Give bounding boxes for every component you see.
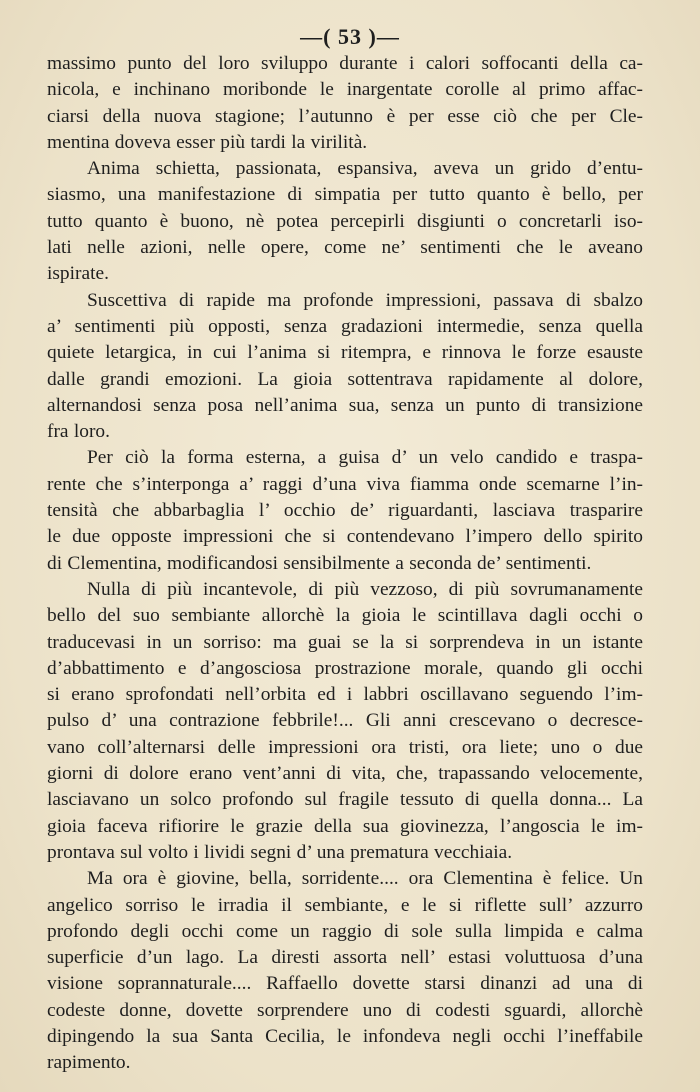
text-line: Ma ora è giovine, bella, sorridente.... ora Clementina è felice. Un bbox=[87, 868, 643, 890]
text-line: rapimento. bbox=[47, 1052, 131, 1074]
text-line: Per ciò la forma esterna, a guisa d’ un velo candido e traspa- bbox=[87, 447, 643, 469]
text-line: di Clementina, modificandosi sensibilmente a seconda de’ sentimenti. bbox=[47, 552, 592, 574]
text-line: ciarsi della nuova stagione; l’autunno è per esse ciò che per Cle- bbox=[47, 105, 643, 127]
text-line: bello del suo sembiante allorchè la gioia le scintillava dagli occhi o bbox=[47, 605, 643, 627]
text-line: fra loro. bbox=[47, 421, 110, 443]
body-text bbox=[47, 51, 643, 1077]
text-line: Nulla di più incantevole, di più vezzoso, di più sovrumanamente bbox=[87, 578, 643, 600]
text-line: mentina doveva esser più tardi la virilità. bbox=[47, 131, 368, 153]
text-line: visione soprannaturale.... Raffaello dovette starsi dinanzi ad una di bbox=[47, 973, 643, 995]
page-number: —( 53 )— bbox=[300, 24, 400, 49]
text-line: pulso d’ una contrazione febbrile!... Gli anni crescevano o decresce- bbox=[47, 710, 643, 732]
text-line: lati nelle azioni, nelle opere, come ne’ sentimenti che le aveano bbox=[47, 237, 643, 259]
text-line: prontava sul volto i lividi segni d’ una prematura vecchiaia. bbox=[47, 841, 513, 863]
text-line: le due opposte impressioni che si contendevano l’impero dello spirito bbox=[47, 526, 643, 548]
text-line: quiete letargica, in cui l’anima si ritempra, e rinnova le forze esauste bbox=[47, 342, 643, 364]
text-line: rente che s’interponga a’ raggi d’una viva fiamma onde scemarne l’in- bbox=[47, 473, 643, 495]
text-line: massimo punto del loro sviluppo durante i calori soffocanti della ca- bbox=[47, 53, 643, 74]
text-line: a’ sentimenti più opposti, senza gradazioni intermedie, senza quella bbox=[47, 315, 643, 337]
text-line: si erano sprofondati nell’orbita ed i labbri oscillavano seguendo l’im- bbox=[47, 684, 643, 706]
text-line: traducevasi in un sorriso: ma guai se la si sorprendeva in un istante bbox=[47, 631, 643, 653]
text-line: codeste donne, dovette sorprendere uno di codesti sguardi, allorchè bbox=[47, 999, 643, 1021]
text-line: tensità che abbarbaglia l’ occhio de’ riguardanti, lasciava trasparire bbox=[47, 500, 643, 522]
text-line: Anima schietta, passionata, espansiva, aveva un grido d’entu- bbox=[87, 158, 643, 180]
text-line: siasmo, una manifestazione di simpatia per tutto quanto è bello, per bbox=[47, 184, 643, 206]
text-line: tutto quanto è buono, nè potea percepirli disgiunti o concretarli iso- bbox=[47, 210, 643, 232]
text-line: nicola, e inchinano moribonde le inargentate corolle al primo affac- bbox=[47, 79, 643, 101]
text-line: gioia faceva rifiorire le grazie della sua giovinezza, l’angoscia le im- bbox=[47, 815, 643, 837]
text-line: ispirate. bbox=[47, 263, 109, 285]
text-line: profondo degli occhi come un raggio di sole sulla limpida e calma bbox=[47, 920, 643, 942]
text-line: giorni di dolore erano vent’anni di vita, che, trapassando velocemente, bbox=[47, 763, 643, 785]
text-line: superficie d’un lago. La diresti assorta nell’ estasi voluttuosa d’una bbox=[47, 947, 643, 969]
text-line: dipingendo la sua Santa Cecilia, le infondeva negli occhi l’ineffabile bbox=[47, 1025, 643, 1047]
text-line: lasciavano un solco profondo sul fragile tessuto di quella donna... La bbox=[47, 789, 643, 811]
text-line: dalle grandi emozioni. La gioia sottentrava rapidamente al dolore, bbox=[47, 368, 643, 390]
text-line: alternandosi senza posa nell’anima sua, senza un punto di transizione bbox=[47, 394, 643, 416]
text-line: d’abbattimento e d’angosciosa prostrazione morale, quando gli occhi bbox=[47, 657, 643, 679]
text-line: angelico sorriso le irradia il sembiante, e le si riflette sull’ azzurro bbox=[47, 894, 643, 916]
text-line: vano coll’alternarsi delle impressioni ora tristi, ora liete; uno o due bbox=[47, 736, 643, 758]
text-line: Suscettiva di rapide ma profonde impressioni, passava di sbalzo bbox=[87, 289, 643, 311]
